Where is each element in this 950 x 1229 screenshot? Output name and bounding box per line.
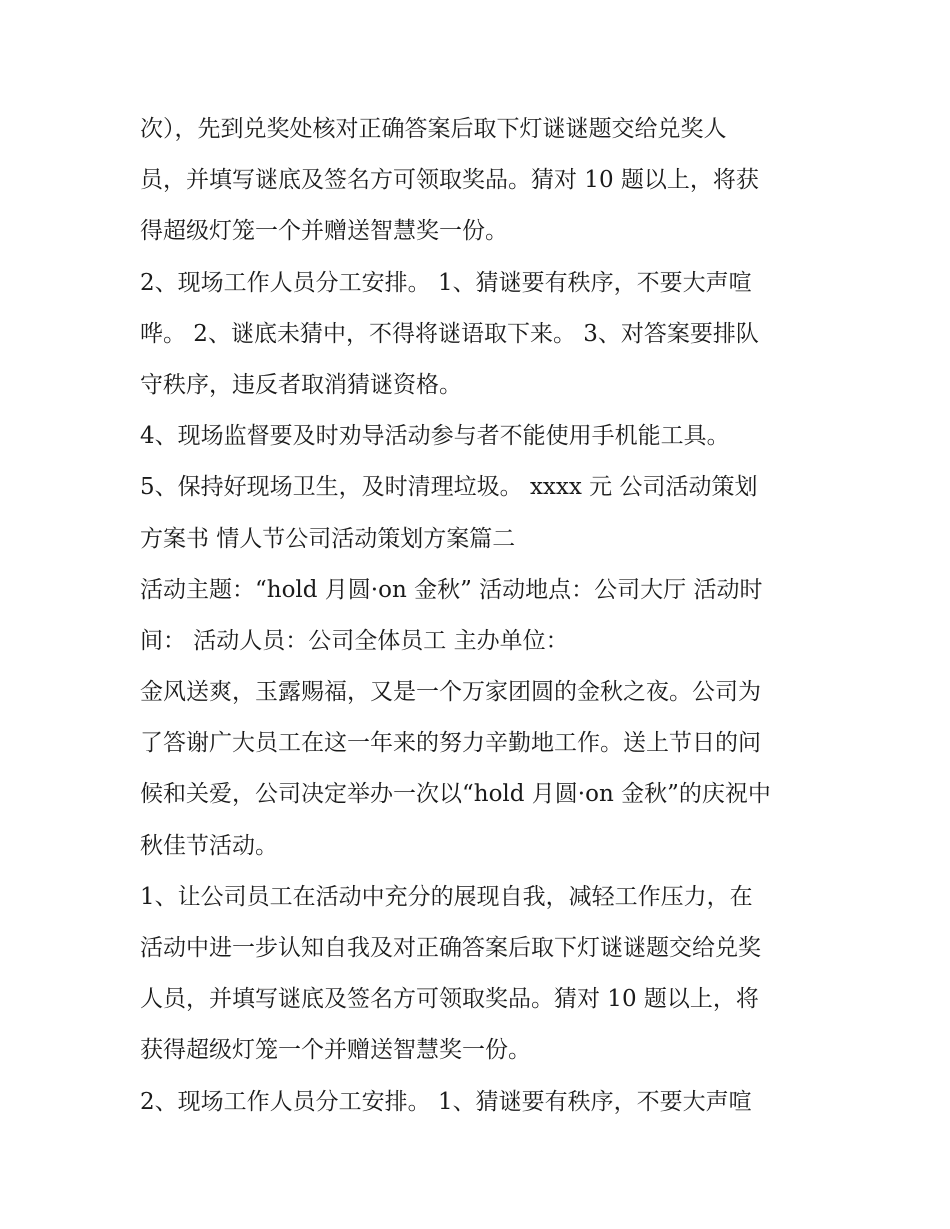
text-line: 了答谢广大员工在这一年来的努力辛勤地工作。送上节日的问: [140, 730, 761, 757]
text-line: 得超级灯笼一个并赠送智慧奖一份。: [140, 218, 508, 245]
text-line: 秋佳节活动。: [140, 832, 278, 859]
text-line: 员，并填写谜底及签名方可领取奖品。猜对 10 题以上，将获: [140, 167, 759, 194]
text-line: 候和关爱，公司决定举办一次以“hold 月圆·on 金秋”的庆祝中: [140, 781, 771, 808]
text-line: 守秩序，违反者取消猜谜资格。: [140, 371, 462, 398]
text-line: 5、保持好现场卫生，及时清理垃圾。 xxxx 元 公司活动策划: [140, 474, 758, 501]
text-line: 方案书 情人节公司活动策划方案篇二: [140, 525, 516, 552]
document-body: [140, 104, 820, 1128]
text-line: 4、现场监督要及时劝导活动参与者不能使用手机能工具。: [140, 423, 730, 450]
text-line: 活动主题：“hold 月圆·on 金秋” 活动地点：公司大厅 活动时: [140, 576, 763, 603]
text-line: 金风送爽，玉露赐福，又是一个万家团圆的金秋之夜。公司为: [140, 679, 761, 706]
text-line: 1、让公司员工在活动中充分的展现自我，减轻工作压力，在: [140, 883, 753, 910]
text-line: 人员，并填写谜底及签名方可领取奖品。猜对 10 题以上，将: [140, 986, 759, 1013]
text-line: 哗。 2、谜底未猜中，不得将谜语取下来。 3、对答案要排队: [140, 320, 759, 347]
text-line: 2、现场工作人员分工安排。 1、猜谜要有秩序，不要大声喧: [140, 1088, 752, 1115]
text-line: 2、现场工作人员分工安排。 1、猜谜要有秩序，不要大声喧: [140, 269, 752, 296]
text-line: 间： 活动人员：公司全体员工 主办单位：: [140, 627, 569, 654]
text-line: 获得超级灯笼一个并赠送智慧奖一份。: [140, 1037, 531, 1064]
text-line: 活动中进一步认知自我及对正确答案后取下灯谜谜题交给兑奖: [140, 935, 761, 961]
text-line: 次），先到兑奖处核对正确答案后取下灯谜谜题交给兑奖人: [140, 116, 727, 142]
